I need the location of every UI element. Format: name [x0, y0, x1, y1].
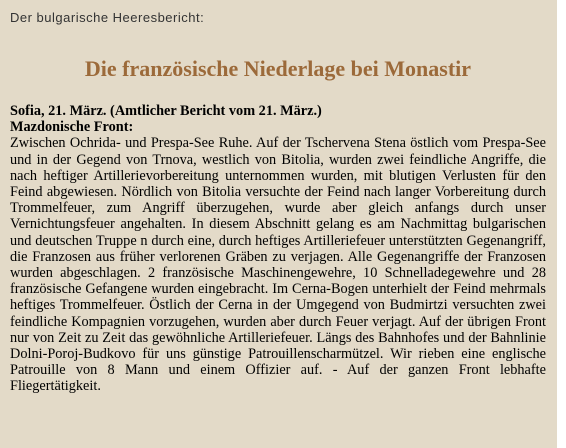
section-heading: Mazdonische Front: [10, 119, 134, 136]
dateline: Sofia, 21. März. (Amtlicher Bericht vom 21. März.) [10, 103, 322, 119]
source-line: Der bulgarische Heeresbericht: [10, 10, 205, 25]
report-text: Zwischen Ochrida- und Prespa-See Ruhe. Auf der Tschervena Stena östlich vom Prespa-See und in der Gegend von Trnova, westlich von Bitolia, wurden zwei feindliche Angriffe, die nach heftiger Artillerievorbereitung unternommen wurden, mit blutigen Verlusten für den Feind abgewiesen. Nördlich von Bitolia versuchte der Feind nach langer Vorbereitung durch Trommelfeuer, zum Angriff überzugehen, wurde aber gleich anfangs durch unser Vernichtungsfeuer angehalten. In diesem Abschnitt gelang es am Nachmittag bulgarischen und deutschen Truppe n durch eine, durch heftiges Artilleriefeuer unterstützten Gegenangriff, die Franzosen aus früher verlorenen Gräben zu verjagen. Alle Gegenangriffe der Franzosen wurden abgeschlagen. 2 französische Maschinengewehre, 10 Schnelladegewehre und 28 französische Gefangene wurden eingebracht. Im Cerna-Bogen unterhielt der Feind mehrmals heftiges Trommelfeuer. Östlich der Cerna in der Umgegend von Budmirtzi versuchten zwei feindliche Kompagnien vorzugehen, wurden aber durch Feuer verjagt. Auf der übrigen Front nur von Zeit zu Zeit das gewöhnliche Artilleriefeuer. Längs des Bahnhofes und der Bahnlinie Dolni-Poroj-Budkovo für uns günstige Patrouillenscharmützel. Wir rieben eine englische Patrouille von 8 Mann und einem Offizier auf. - Auf der ganzen Front lebhafte Fliegertätigkeit. [10, 135, 546, 395]
article-body [10, 103, 546, 395]
headline: Die französische Niederlage bei Monastir [84, 56, 472, 81]
